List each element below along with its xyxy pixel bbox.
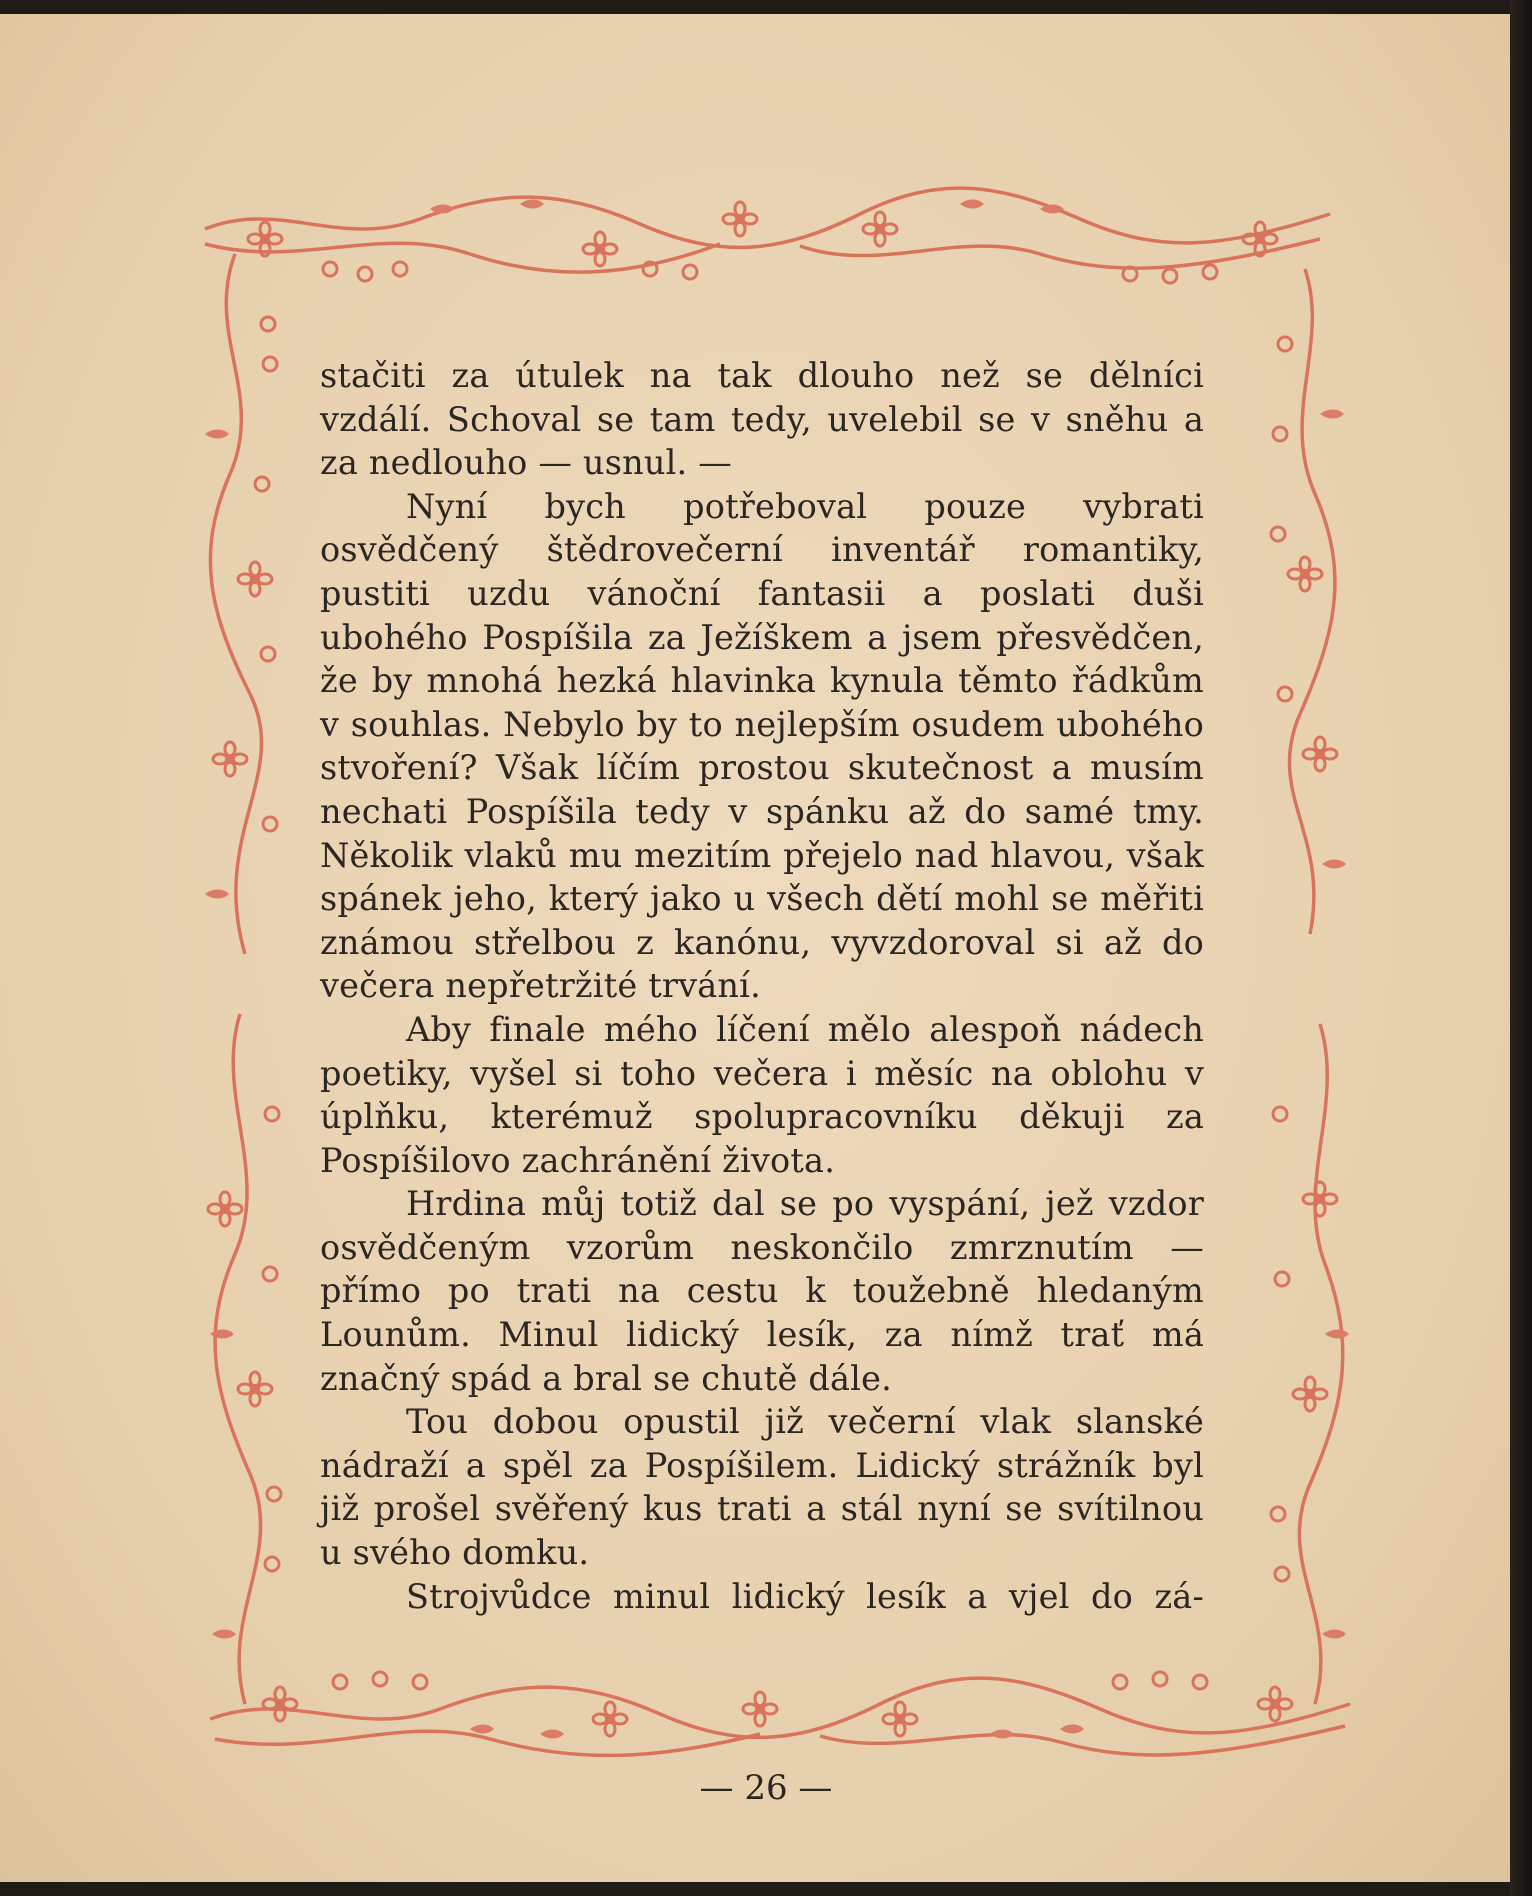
paragraph: Tou dobou opustil již večerní vlak slanské nádraží a spěl za Pospíšilem. Lidický strážník byl již prošel svěřený kus trati a stál nyní se svítilnou u svého domku.	[320, 1402, 1204, 1573]
book-page	[0, 14, 1512, 1882]
paragraph: stačiti za útulek na tak dlouho než se dělníci vzdálí. Schoval se tam tedy, uvelebil se v sněhu a za nedlouho — usnul. —	[320, 356, 1204, 483]
bottom-ornaments	[263, 1672, 1292, 1739]
top-vine	[205, 188, 1330, 272]
paragraph: Nyní bych potřeboval pouze vybrati osvědčený štědrovečerní inventář romantiky, pustiti uzdu vánoční fantasii a poslati duši ubohého Pospíšila za Ježíškem a jsem přesvědčen, že by mnohá hezká hlavinka kynula těmto řádkům v souhlas. Nebylo by to nejlepším osudem ubohého stvoření? Však líčím prostou skutečnost a musím nechati Pospíšila tedy v spánku až do samé tmy. Několik vlaků mu mezitím přejelo nad hlavou, však spánek jeho, který jako u všech dětí mohl se měřiti známou střelbou z kanónu, vyvzdoroval si až do večera nepřetržité trvání.	[320, 486, 1204, 1006]
paragraph: Hrdina můj totiž dal se po vyspání, jež vzdor osvědčeným vzorům neskončilo zmrznutím — přímo po trati na cestu k toužebně hledaným Lounům. Minul lidický lesík, za nímž trať má značný spád a bral se chutě dále.	[320, 1184, 1204, 1398]
body-text	[320, 354, 1204, 1618]
right-vine	[1289, 269, 1342, 1704]
left-vine	[210, 254, 261, 1704]
paragraph: Strojvůdce minul lidický lesík a vjel do zá-	[406, 1576, 1204, 1616]
book-gutter	[1510, 0, 1532, 1896]
bottom-vine	[210, 1678, 1350, 1755]
right-ornaments	[1271, 337, 1349, 1639]
page-number: — 26 —	[699, 1768, 833, 1808]
paragraph: Aby finale mého líčení mělo alespoň nádech poetiky, vyšel si toho večera i měsíc na oblohu v úplňku, kterémuž spolupracovníku děkuji za Pospíšilovo zachránění života.	[320, 1009, 1204, 1180]
top-ornaments	[248, 200, 1277, 284]
